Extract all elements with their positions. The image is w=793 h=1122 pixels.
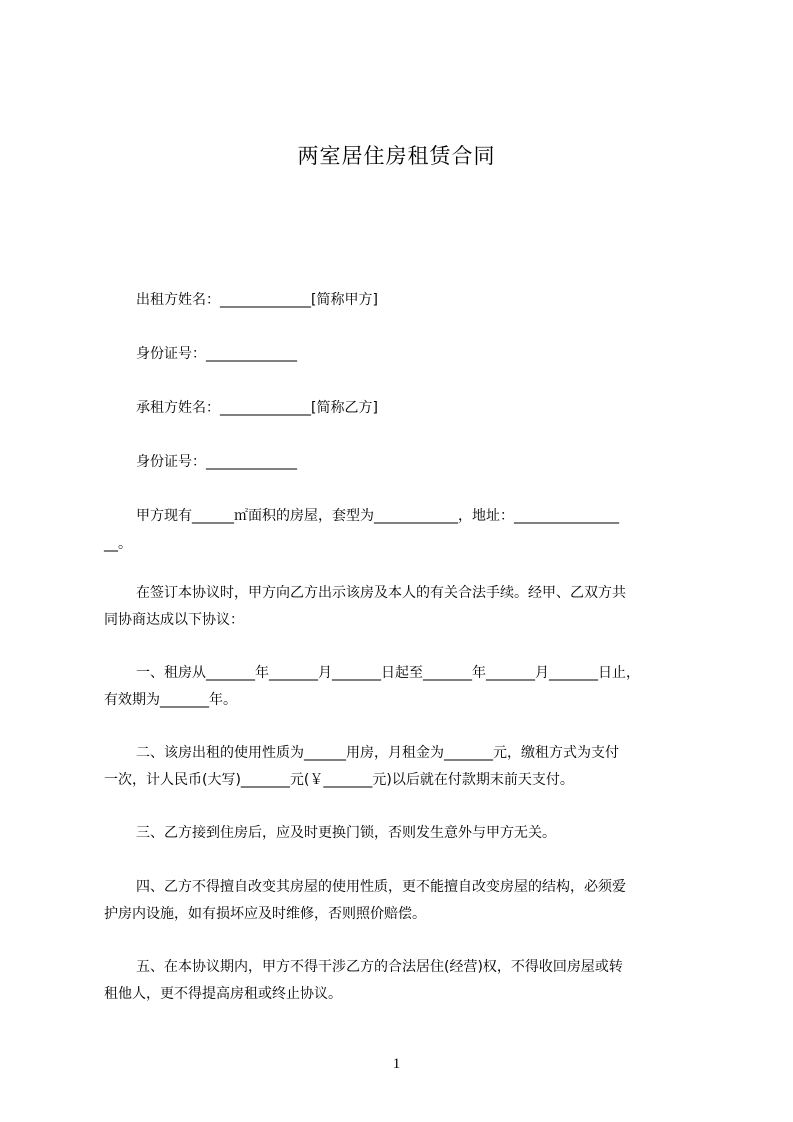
clause-1-line-2: 有效期为_______年。 bbox=[104, 692, 237, 708]
clause-1-line-1: 一、租房从_______年_______月_______日起至_______年_______月_______日止， bbox=[136, 665, 640, 681]
clause-3-line: 三、乙方接到住房后，应及时更换门锁，否则发生意外与甲方无关。 bbox=[136, 825, 556, 841]
lessee-id-line: 身份证号：_____________ bbox=[136, 454, 297, 470]
document-title: 两室居住房租赁合同 bbox=[297, 144, 496, 168]
property-line-1: 甲方现有______㎡面积的房屋，套型为____________，地址：_______________ bbox=[136, 508, 619, 524]
lessor-id-line: 身份证号：_____________ bbox=[136, 346, 297, 362]
lessee-name-line: 承租方姓名：_____________[简称乙方] bbox=[136, 400, 378, 416]
clause-4-line-1: 四、乙方不得擅自改变其房屋的使用性质，更不能擅自改变房屋的结构，必须爱 bbox=[136, 879, 626, 895]
property-line-2: __。 bbox=[104, 536, 132, 552]
clause-2-line-2: 一次，计人民币(大写)_______元(￥_______元)以后就在付款期末前天支付。 bbox=[104, 772, 574, 788]
intro-line-2: 同协商达成以下协议： bbox=[104, 612, 244, 628]
intro-line-1: 在签订本协议时，甲方向乙方出示该房及本人的有关合法手续。经甲、乙双方共 bbox=[136, 585, 626, 601]
clause-2-line-1: 二、该房出租的使用性质为______用房，月租金为_______元，缴租方式为支付 bbox=[136, 745, 619, 761]
lessor-name-line: 出租方姓名：_____________[简称甲方] bbox=[136, 292, 378, 308]
page-number: 1 bbox=[392, 1056, 401, 1072]
clause-5-line-2: 租他人，更不得提高房租或终止协议。 bbox=[104, 986, 342, 1002]
clause-4-line-2: 护房内设施，如有损坏应及时维修，否则照价赔偿。 bbox=[104, 906, 426, 922]
clause-5-line-1: 五、在本协议期内，甲方不得干涉乙方的合法居住(经营)权，不得收回房屋或转 bbox=[136, 959, 623, 975]
